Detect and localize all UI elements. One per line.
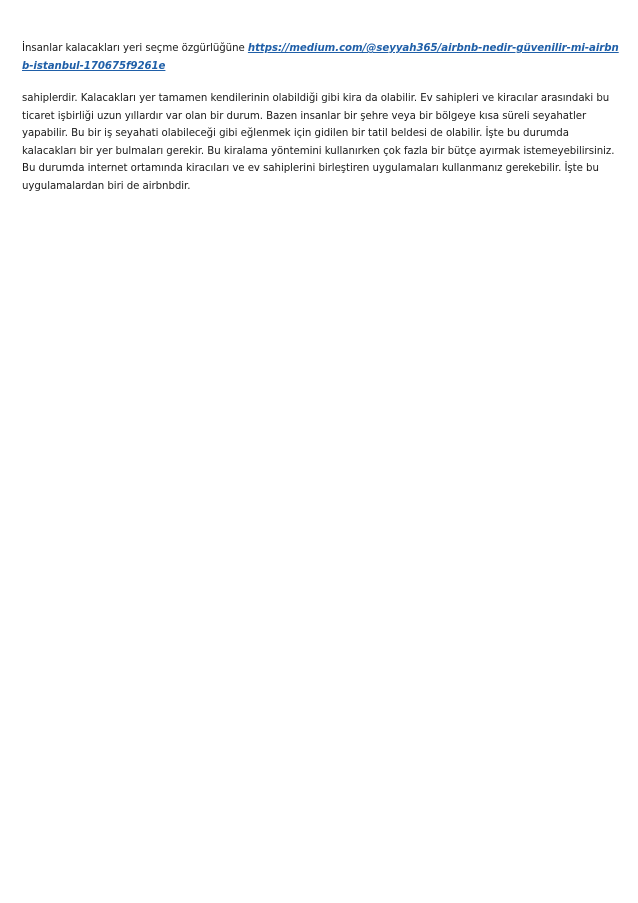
intro-paragraph [22, 40, 622, 75]
document-content [22, 40, 622, 195]
article-link[interactable]: https://medium.com/@seyyah365/airbnb-nedir-güvenilir-mi-airbnb-istanbul-170675f9261e [22, 43, 619, 72]
intro-text: İnsanlar kalacakları yeri seçme özgürlüğüne [22, 43, 248, 54]
body-paragraph: sahiplerdir. Kalacakları yer tamamen kendilerinin olabildiği gibi kira da olabilir. Ev sahipleri ve kiracılar arasındaki bu ticaret işbirliği uzun yıllardır var olan bir durum. Bazen insanlar bir şehre veya bir bölgeye kısa süreli seyahatler yapabilir. Bu bir iş seyahati olabileceği gibi eğlenmek için gidilen bir tatil beldesi de olabilir. İşte bu durumda kalacakları bir yer bulmaları gerekir. Bu kiralama yöntemini kullanırken çok fazla bir bütçe ayırmak istemeyebilirsiniz. Bu durumda internet ortamında kiracıları ve ev sahiplerini birleştiren uygulamaları kullanmanız gerekebilir. İşte bu uygulamalardan biri de airbnbdir. [22, 93, 615, 192]
